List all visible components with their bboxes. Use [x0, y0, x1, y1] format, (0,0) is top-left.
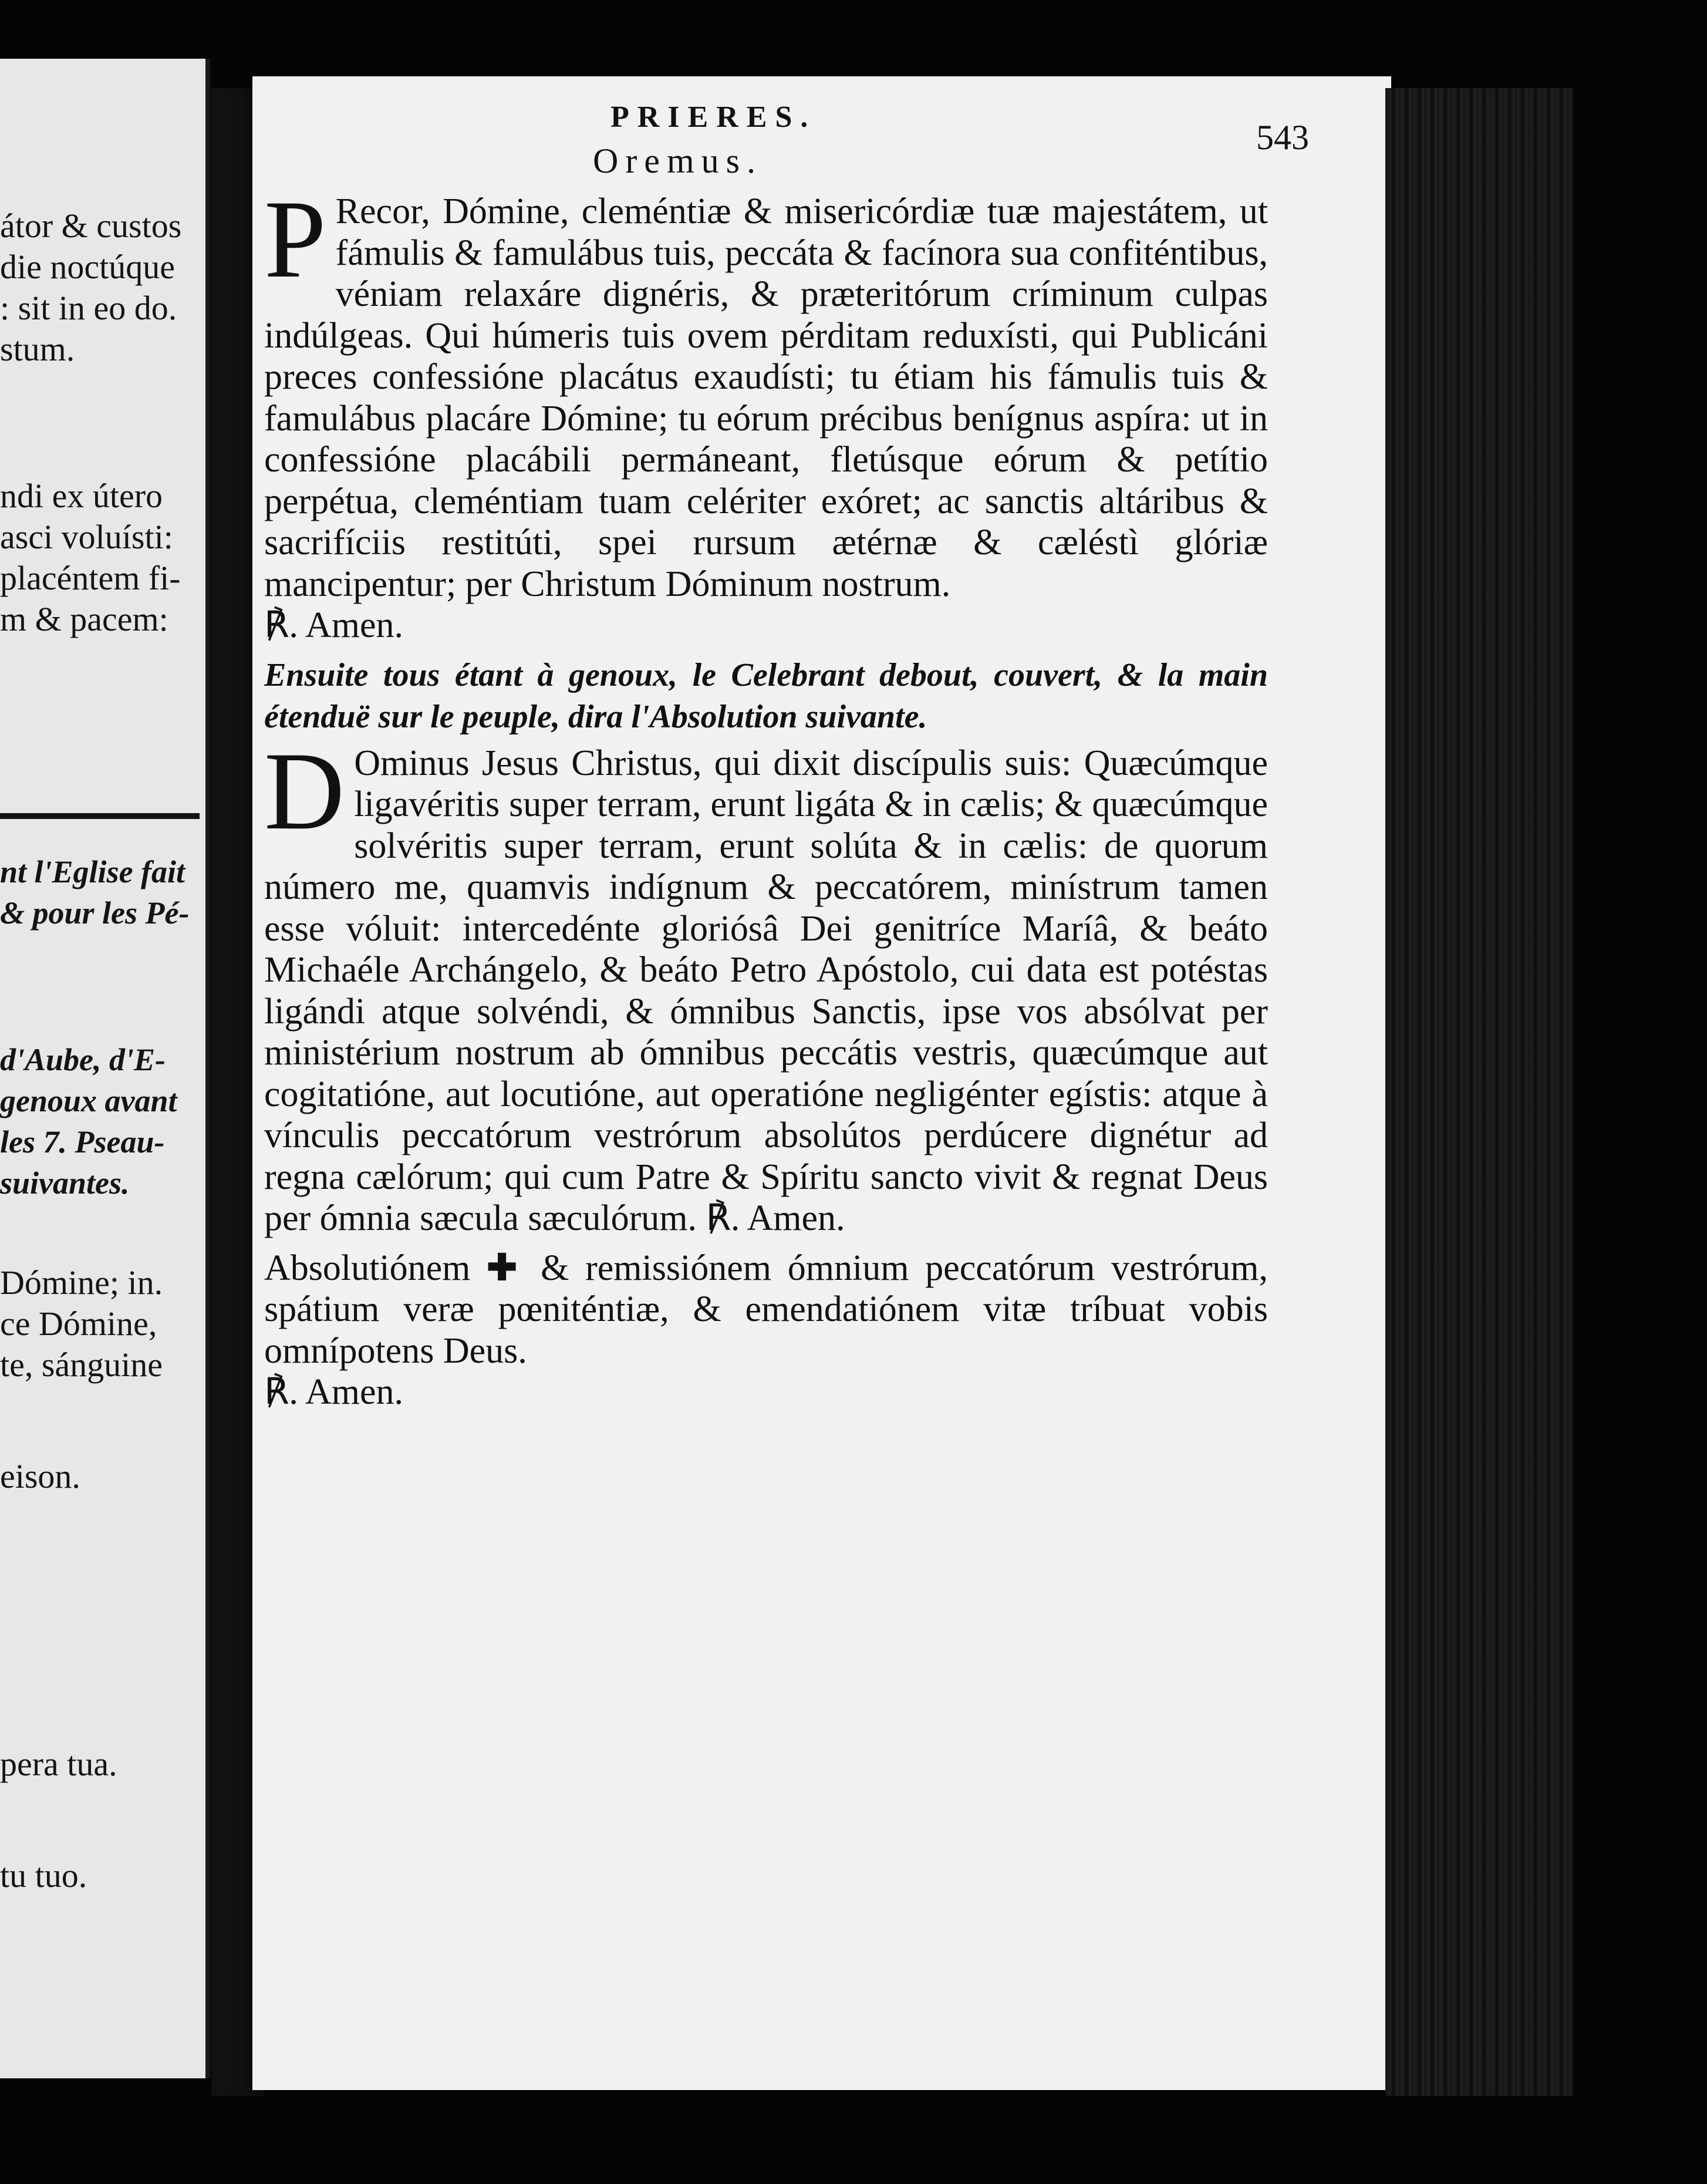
- section-heading: Oremus.: [593, 141, 763, 180]
- left-page-line: suivantes.: [0, 1165, 130, 1201]
- left-page-line: & pour les Pé-: [0, 895, 190, 931]
- response-amen: ℟. Amen.: [706, 1198, 845, 1238]
- rubric-instruction: Ensuite tous étant à genoux, le Celebrant debout, couvert, & la main étenduë sur le peuple, dira l'Absolution suivante.: [264, 656, 1268, 735]
- left-page-line: asci voluísti:: [0, 518, 173, 556]
- absolution-paragraph: [264, 729, 1268, 1239]
- remission-paragraph: [264, 1248, 1268, 1413]
- page-block-edge: [1385, 88, 1573, 2096]
- page-number: 543: [1256, 118, 1309, 157]
- cross-icon: ✚: [487, 1248, 525, 1288]
- left-page-line: te, sánguine: [0, 1346, 163, 1384]
- running-head: PRIERES.: [610, 100, 817, 134]
- left-page-line: Dómine; in.: [0, 1263, 163, 1302]
- left-page-line: átor & custos: [0, 207, 182, 245]
- left-page-line: genoux avant: [0, 1083, 177, 1118]
- absolution-text: Ominus Jesus Christus, qui dixit discípulis suis: Quæcúmque ligavéritis super terram, erunt ligáta & in cælis; & quæcúmque solvéritis super terram, erunt solúta & in cælis: de quorum número me, quamvis indígnum & peccatórem, minístrum tamen esse vóluit: intercedénte gloriósâ Dei genitríce Maríâ, & beáto Michaéle Archángelo, & beáto Petro Apóstolo, cui data est potéstas ligándi atque solvéndi, & ómnibus Sanctis, ipse vos absólvat per ministérium nostrum ab ómnibus peccátis vestris, quæcúmque aut cogitatióne, aut locutióne, aut operatióne negligénter egístis: atque à vínculis peccatórum vestrórum absolútos perdúcere dignétur ad regna cælórum; qui cum Patre & Spíritu sancto vivit & regnat Deus per ómnia sæcula sæculórum.: [264, 743, 1268, 1238]
- prayer-text: Recor, Dómine, cleméntiæ & misericórdiæ tuæ majestátem, ut fámulis & famulábus tuis, peccáta & facínora sua confiténtibus, véniam relaxáre dignéris, & præteritórum críminum culpas indúlgeas. Qui húmeris tuis ovem pérditam reduxísti, qui Publicáni preces confessióne placátus exaudísti; tu étiam his fámulis tuis & famulábus placáre Dómine; tu eórum précibus benígnus aspíra: ut in confessióne placábili permáneant, fletúsque eórum & petítio perpétua, cleméntiam tuam celériter exóret; ac sanctis altáribus & sacrifíciis restitúti, spei rursum ætérnæ & cæléstì glóriæ mancipentur; per Christum Dóminum nostrum.: [264, 191, 1268, 604]
- prayer-paragraph: [264, 178, 1268, 646]
- response-amen: ℟. Amen.: [264, 1372, 404, 1412]
- remission-text: & remissiónem ómnium peccatórum vestrórum, spátium veræ pœniténtiæ, & emendatiónem vitæ tríbuat vobis omnípotens Deus.: [264, 1248, 1269, 1371]
- left-page-line: les 7. Pseau-: [0, 1124, 165, 1160]
- left-page-line: placéntem fi-: [0, 559, 181, 597]
- page-body: [264, 178, 1269, 1413]
- drop-cap-initial: P: [264, 178, 326, 301]
- left-page-line: tu tuo.: [0, 1856, 87, 1895]
- drop-cap-initial: D: [264, 729, 345, 853]
- left-page-line: eison.: [0, 1457, 80, 1495]
- left-page-line: nt l'Eglise fait: [0, 854, 185, 889]
- book-page-right: [252, 76, 1391, 2090]
- left-page-line: ce Dómine,: [0, 1305, 157, 1343]
- left-page-line: : sit in eo do.: [0, 289, 177, 327]
- left-page-line: pera tua.: [0, 1745, 117, 1783]
- section-rule: [0, 813, 200, 819]
- remission-lead: Absolutiónem: [264, 1248, 471, 1288]
- left-page-line: ndi ex útero: [0, 477, 163, 515]
- facing-page-left: [0, 59, 210, 2078]
- left-page-line: die noctúque: [0, 248, 175, 286]
- response-amen: ℟. Amen.: [264, 605, 404, 645]
- left-page-line: stum.: [0, 330, 75, 368]
- left-page-line: d'Aube, d'E-: [0, 1042, 166, 1077]
- left-page-line: m & pacem:: [0, 600, 168, 638]
